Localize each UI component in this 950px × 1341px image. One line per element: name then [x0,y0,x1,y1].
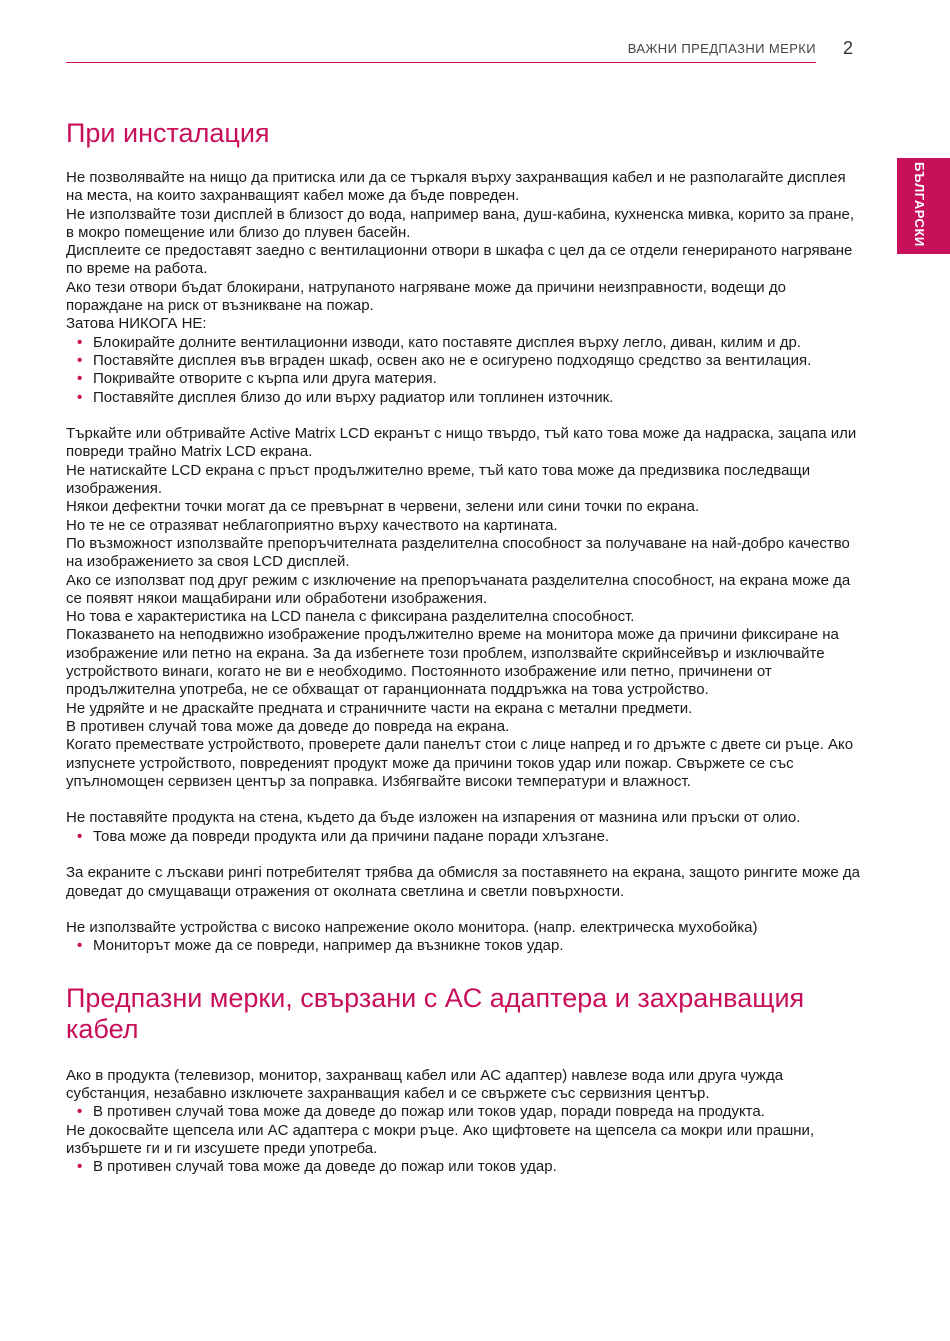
list-item [66,828,861,846]
language-tab [897,158,950,254]
list-item [66,1158,861,1176]
paragraph: Показването на неподвижно изображение продължително време на монитора може да причини фиксиране на изображение или петно на екрана. За да избегнете този проблем, използвайте скрийнсейвър и изключвайте устройството винаги, когато не ви е необходимо. Постоянното изображение или петно, причинени от продължителна употреба, не се обхващат от гаранционната поддръжка на това устройство. [66,626,839,699]
list-item-text: Поставяйте дисплея близо до или върху радиатор или топлинен източник. [93,388,614,406]
list-item-text: Мониторът може да се повреди, например да възникне токов удар. [93,937,564,955]
paragraph: Не докосвайте щепсела или AC адаптера с мокри ръце. Ако щифтовете на щепсела са мокри или прашни, избършете ги и ги изсушете преди употреба. [66,1121,815,1157]
list-item-text: Това може да повреди продукта или да причини падане поради хлъзгане. [93,827,610,845]
paragraph: Някои дефектни точки могат да се превърнат в червени, зелени или сини точки по екрана. [66,498,700,516]
paragraph: Не използвайте устройства с високо напрежение около монитора. (напр. електрическа мухобойка) [66,919,758,937]
bullet-icon: • [77,351,83,369]
paragraph: Но те не се отразяват неблагоприятно върху качеството на картината. [66,516,558,534]
paragraph: Не натискайте LCD екрана с пръст продължително време, тъй като това може да предизвика последващи изображения. [66,461,811,498]
paragraph: Ако се използват под друг режим с изключение на препоръчаната разделителна способност, на екрана може да се появят някои мащабирани или обработени изображения. [66,571,851,607]
bullet-icon: • [77,1103,83,1121]
bullet-icon: • [77,333,83,351]
paragraph: Когато премествате устройството, проверете дали панелът стои с лице напред и го дръжте с двете си ръце. Ако изпуснете устройството, повреденият продукт може да причини токов удар или пожар. Свържете се със упълномощен сервизен център за поправка. Избягвайте високи температури и влажност. [66,736,854,790]
list-item-text: Блокирайте долните вентилационни изводи, като поставяте дисплея върху легло, диван, килим и др. [93,333,801,351]
bullet-list [66,937,861,955]
list-item-text: Покривайте отворите с кърпа или друга материя. [93,370,437,388]
paragraph: Не използвайте този дисплей в близост до вода, например вана, душ-кабина, кухненска мивка, корито за пране, в мокро помещение или близо до плувен басейн. [66,205,855,241]
page-content [66,118,861,1177]
list-item [66,389,861,407]
paragraph: Но това е характеристика на LCD панела с фиксирана разделителна способност. [66,608,635,626]
bullet-icon: • [77,937,83,955]
list-item-text: Поставяйте дисплея във вграден шкаф, освен ако не е осигурено подходящо средство за вентилация. [93,351,812,369]
paragraph: Не поставяйте продукта на стена, където да бъде изложен на изпарения от мазнина или пръски от олио. [66,809,801,827]
bullet-icon: • [77,388,83,406]
bullet-list [66,334,861,407]
list-item-text: В противен случай това може да доведе до пожар или токов удар, поради повреда на продукта. [93,1103,765,1121]
paragraph: Ако в продукта (телевизор, монитор, захранващ кабел или AC адаптер) навлезе вода или друга чужда субстанция, незабавно изключете захранващия кабел и се свържете със сервизния център. [66,1066,784,1103]
section-ac-adapter-title: Предпазни мерки, свързани с AC адаптера и захранващия кабел [66,982,805,1044]
page-number: 2 [843,38,854,58]
bullet-icon: • [77,1158,83,1176]
section-installation-title: При инсталация [66,118,270,148]
list-item [66,937,861,955]
bullet-icon: • [77,827,83,845]
paragraph: По възможност използвайте препоръчителната разделителна способност за получаване на най-добро качество на изображението за своя LCD дисплей. [66,534,850,571]
paragraph: Дисплеите се предоставят заедно с вентилационни отвори в шкафа с цел да се отдели генерираното нагряване по време на работа. [66,242,853,278]
paragraph: Не удряйте и не драскайте предната и страничните части на екрана с метални предмети. [66,699,693,717]
bullet-list [66,1103,861,1121]
paragraph: Не позволявайте на нищо да притиска или да се търкаля върху захранващия кабел и не разполагайте дисплея на места, на които захранващият кабел може да бъде повреден. [66,169,846,205]
page-header [66,38,816,63]
bullet-list [66,1158,861,1176]
list-item [66,1103,861,1121]
paragraph: Затова НИКОГА НЕ: [66,315,207,333]
list-item [66,352,861,370]
paragraph: За екраните с лъскави рингi потребителят трябва да обмисля за поставянето на екрана, защото рингите може да доведат до смущаващи отражения от околната светлина и светли повърхности. [66,864,860,900]
list-item [66,334,861,352]
list-item-text: В противен случай това може да доведе до пожар или токов удар. [93,1158,557,1176]
list-item [66,370,861,388]
paragraph: Търкайте или обтривайте Active Matrix LCD екранът с нищо твърдо, тъй като това може да надраска, зацапа или повреди трайно Matrix LCD екрана. [66,425,857,461]
paragraph: В противен случай това може да доведе до повреда на екрана. [66,717,510,735]
paragraph: Ако тези отвори бъдат блокирани, натрупаното нагряване може да причини неизправности, водещи до пораждане на риск от възникване на пожар. [66,278,786,315]
bullet-icon: • [77,370,83,388]
language-tab-label: БЪЛГАРСКИ [912,162,927,247]
header-title: ВАЖНИ ПРЕДПАЗНИ МЕРКИ [627,41,816,56]
bullet-list [66,828,861,846]
